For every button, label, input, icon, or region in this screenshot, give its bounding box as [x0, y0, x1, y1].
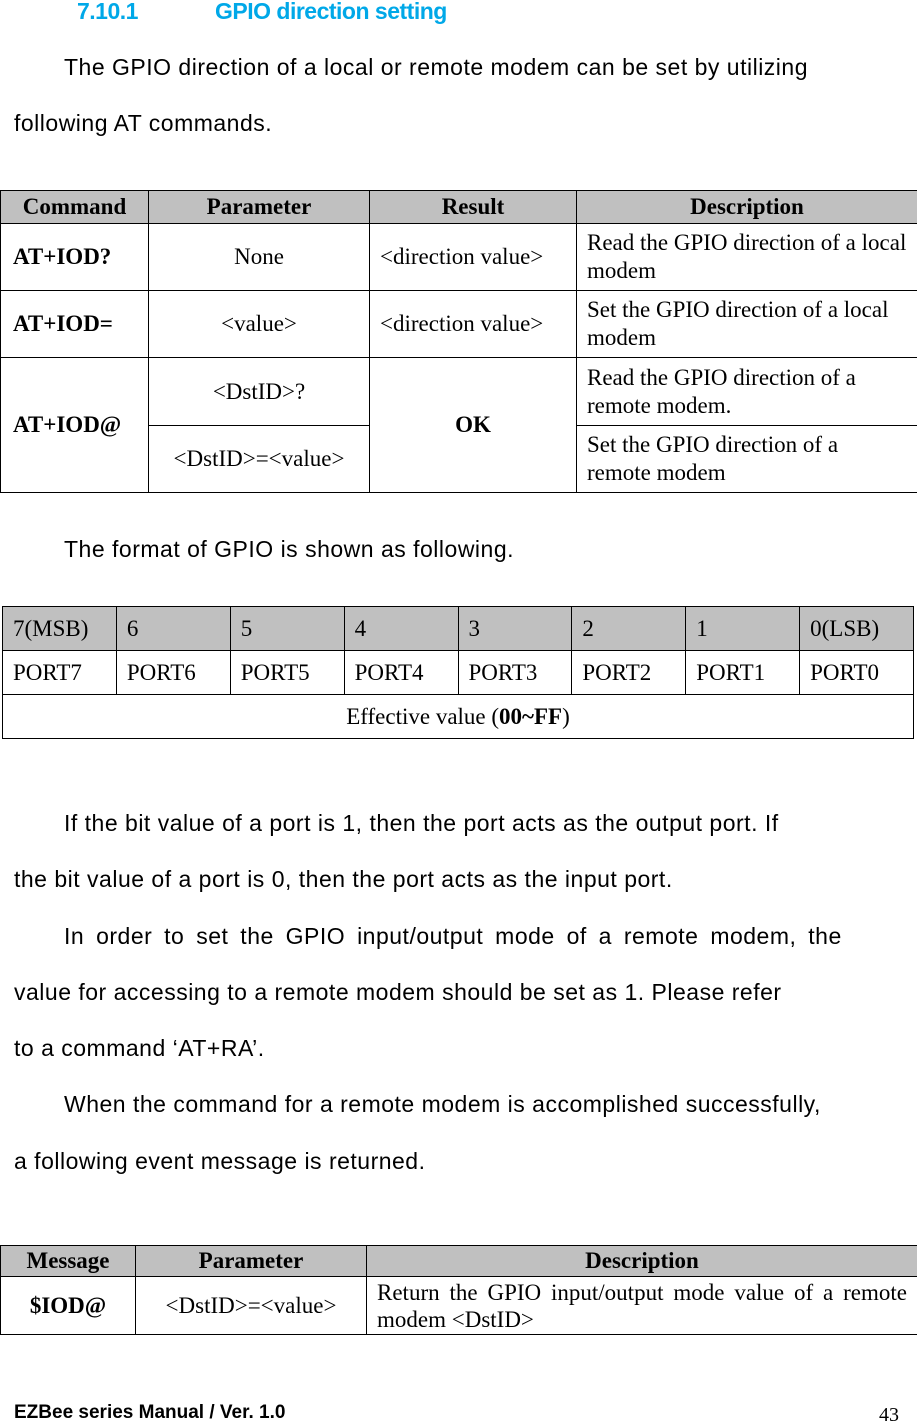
result-cell: <direction value> — [370, 224, 577, 291]
port-cell: PORT6 — [116, 651, 230, 695]
bit-cell: 4 — [344, 607, 458, 651]
header-parameter: Parameter — [136, 1246, 367, 1277]
header-parameter: Parameter — [149, 191, 370, 224]
para-line-5: to a command ‘AT+RA’. — [14, 1035, 265, 1062]
parameter-cell: <DstID>=<value> — [149, 426, 370, 493]
description-cell: Read the GPIO direction of a local modem — [577, 224, 917, 291]
para-line-4: value for accessing to a remote modem should be set as 1. Please refer — [14, 979, 782, 1006]
format-text: The format of GPIO is shown as following. — [64, 536, 514, 563]
at-command-table — [0, 190, 917, 493]
port-cell: PORT2 — [572, 651, 686, 695]
bit-cell: 6 — [116, 607, 230, 651]
event-message-table — [0, 1245, 917, 1335]
port-cell: PORT5 — [230, 651, 344, 695]
bit-cell: 1 — [686, 607, 800, 651]
para-line-6: When the command for a remote modem is accomplished successfully, — [64, 1091, 821, 1118]
description-cell: Return the GPIO input/output mode value of a remote modem <DstID> — [367, 1277, 917, 1335]
header-message: Message — [1, 1246, 136, 1277]
description-cell: Read the GPIO direction of a remote modem. — [577, 358, 917, 426]
port-cell: PORT7 — [3, 651, 117, 695]
effective-value: 00~FF — [499, 704, 562, 729]
bit-cell: 2 — [572, 607, 686, 651]
para-line-7: a following event message is returned. — [14, 1148, 426, 1175]
para-line-3: In order to set the GPIO input/output mode of a remote modem, the — [64, 923, 842, 950]
bit-cell: 7(MSB) — [3, 607, 117, 651]
bit-cell: 3 — [458, 607, 572, 651]
command-cell: AT+IOD? — [1, 224, 149, 291]
table-row — [1, 291, 917, 358]
ports-row — [3, 651, 914, 695]
footer-title: EZBee series Manual / Ver. 1.0 — [14, 1402, 285, 1424]
table-row — [1, 1277, 917, 1335]
gpio-format-table — [2, 606, 914, 739]
effective-prefix: Effective value ( — [346, 704, 499, 729]
intro-line-1: The GPIO direction of a local or remote modem can be set by utilizing — [64, 54, 808, 81]
header-description: Description — [367, 1246, 917, 1277]
parameter-cell: <value> — [149, 291, 370, 358]
intro-line-2: following AT commands. — [14, 110, 272, 137]
parameter-cell: <DstID>? — [149, 358, 370, 426]
result-cell: OK — [370, 358, 577, 493]
section-title: GPIO direction setting — [215, 0, 447, 25]
parameter-cell: None — [149, 224, 370, 291]
port-cell: PORT3 — [458, 651, 572, 695]
table-row — [1, 224, 917, 291]
header-command: Command — [1, 191, 149, 224]
header-description: Description — [577, 191, 917, 224]
para-line-1: If the bit value of a port is 1, then the port acts as the output port. If — [64, 810, 779, 837]
port-cell: PORT1 — [686, 651, 800, 695]
command-cell: AT+IOD@ — [1, 358, 149, 493]
header-result: Result — [370, 191, 577, 224]
section-number: 7.10.1 — [77, 0, 138, 25]
result-cell: <direction value> — [370, 291, 577, 358]
bit-cell: 5 — [230, 607, 344, 651]
effective-value-cell — [3, 695, 914, 739]
page-number: 43 — [879, 1404, 899, 1427]
table-row — [1, 358, 917, 426]
bit-cell: 0(LSB) — [800, 607, 914, 651]
para-line-2: the bit value of a port is 0, then the port acts as the input port. — [14, 866, 673, 893]
parameter-cell: <DstID>=<value> — [136, 1277, 367, 1335]
effective-suffix: ) — [562, 704, 570, 729]
port-cell: PORT0 — [800, 651, 914, 695]
bits-row — [3, 607, 914, 651]
description-cell: Set the GPIO direction of a remote modem — [577, 426, 917, 493]
command-cell: AT+IOD= — [1, 291, 149, 358]
message-cell: $IOD@ — [1, 1277, 136, 1335]
port-cell: PORT4 — [344, 651, 458, 695]
description-cell: Set the GPIO direction of a local modem — [577, 291, 917, 358]
